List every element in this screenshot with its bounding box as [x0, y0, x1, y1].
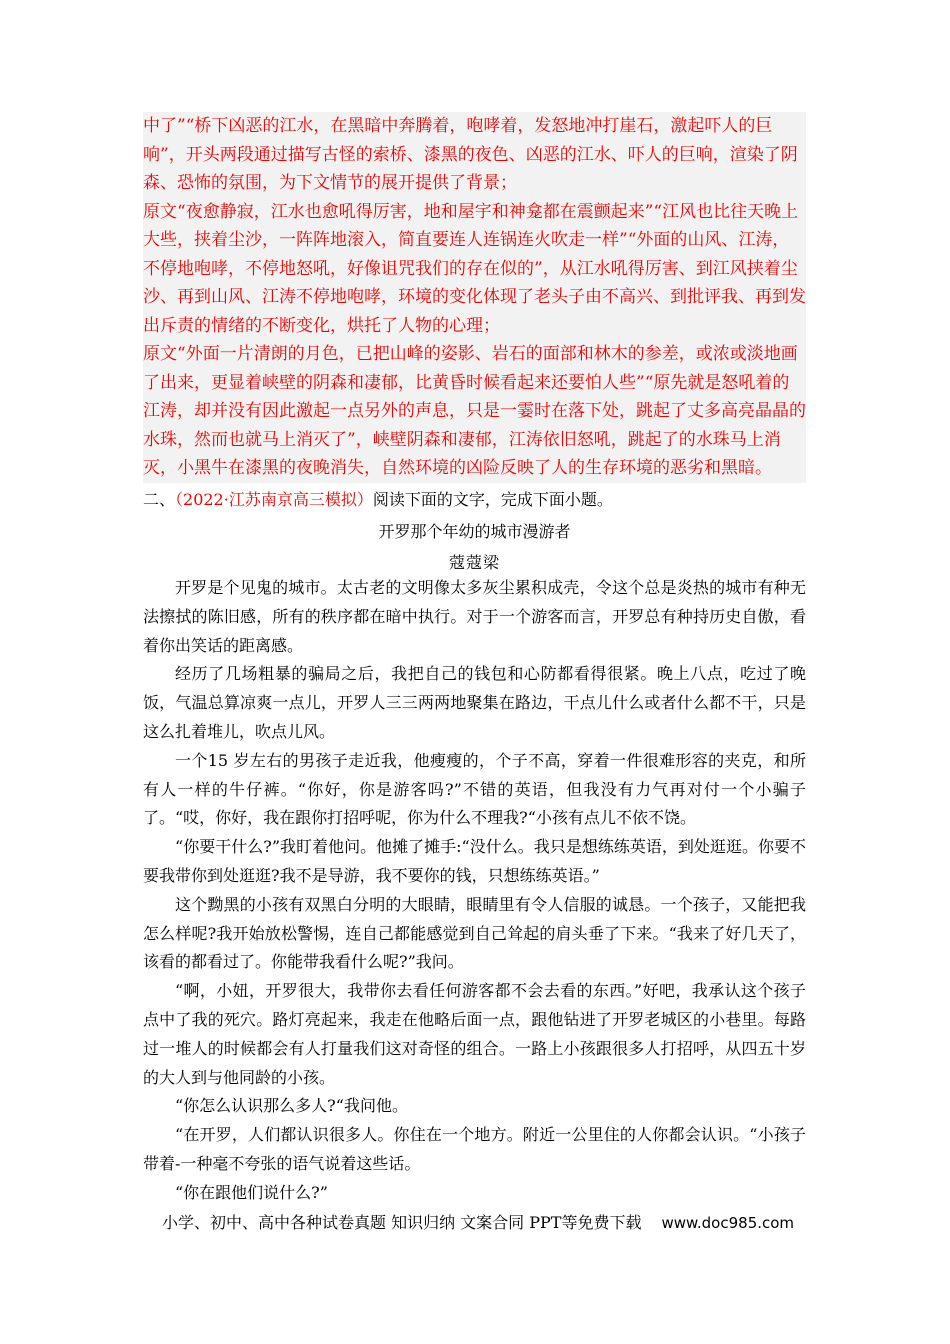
answer-analysis [143, 112, 806, 483]
article-paragraph: “你在跟他们说什么?” [175, 1182, 328, 1202]
article-paragraph: 经历了几场粗暴的骗局之后，我把自己的钱包和心防都看得很紧。晚上八点，吃过了晚饭，气温总算凉爽一点儿，开罗人三三两两地聚集在路边，干点儿什么或者什么都不干，只是这么扎着堆儿，吹点儿风。 [143, 664, 806, 741]
answer-paragraph: 原文“夜愈静寂，江水也愈吼得厉害，地和屋宇和神龛都在震颤起来”“江风也比往天晚上大些，挟着尘沙，一阵阵地滚入，简直要连人连锅连火吹走一样”“外面的山风、江涛，不停地咆哮，不停地怒吼，好像诅咒我们的存在似的”，从江水吼得厉害、到江风挟着尘沙、再到山风、江涛不停地咆哮，环境的变化体现了老头子由不高兴、到批评我、再到发出斥责的情绪的不断变化，烘托了人物的心理； [143, 201, 806, 336]
article-paragraph: 开罗是个见鬼的城市。太古老的文明像太多灰尘累积成壳，令这个总是炎热的城市有种无法擦拭的陈旧感，所有的秩序都在暗中执行。对于一个游客而言，开罗总有种持历史自傲，看着你出笑话的距离感。 [143, 578, 806, 655]
article-author: 蔻蔻梁 [448, 553, 500, 572]
footer-url[interactable]: www.doc985.com [661, 1214, 795, 1232]
answer-paragraph: 中了”“桥下凶恶的江水，在黑暗中奔腾着，咆哮着，发怒地冲打崖石，激起吓人的巨响”，开头两段通过描写古怪的索桥、漆黑的夜色、凶恶的江水、吓人的巨响，渲染了阴森、恐怖的氛围，为下文情节的展开提供了背景； [143, 116, 798, 193]
article-paragraph: “啊，小妞，开罗很大，我带你去看任何游客都不会去看的东西。”好吧，我承认这个孩子点中了我的死穴。路灯亮起来，我走在他略后面一点，跟他钻进了开罗老城区的小巷里。每路过一堆人的时候都会有人打量我们这对奇怪的组合。一路上小孩跟很多人打招呼，从四五十岁的大人到与他同龄的小孩。 [143, 981, 806, 1087]
page-footer [162, 1211, 794, 1235]
article-paragraph: “你要干什么?”我盯着他问。他摊了摊手:“没什么。我只是想练练英语，到处逛逛。你要不要我带你到处逛逛?我不是导游，我不要你的钱，只想练练英语。” [143, 837, 806, 885]
article-paragraph: “你怎么认识那么多人?“我问他。 [175, 1096, 408, 1116]
question-number: 二、 [143, 490, 176, 509]
article-paragraph: 这个黝黑的小孩有双黑白分明的大眼睛，眼睛里有令人信服的诚恳。一个孩子，又能把我怎么样呢?我开始放松警惕，连自己都能感觉到自己耸起的肩头垂了下来。“我来了好几天了，该看的都看过了。你能带我看什么呢?”我问。 [143, 894, 806, 972]
footer-text: 小学、初中、高中各种试卷真题 知识归纳 文案合同 PPT等免费下载 [162, 1213, 642, 1232]
article-paragraph: “在开罗，人们都认识很多人。你住在一个地方。附近一公里住的人你都会认识。“小孩子带着-一种毫不夸张的语气说着这些话。 [143, 1125, 806, 1173]
article-title: 开罗那个年幼的城市漫游者 [378, 522, 571, 541]
question-source: （2022·江苏南京高三模拟） [175, 490, 373, 509]
article-body [143, 574, 806, 1208]
question-prompt: 阅读下面的文字，完成下面小题。 [372, 490, 613, 509]
article-paragraph: 一个15 岁左右的男孩子走近我，他瘦瘦的，个子不高，穿着一件很难形容的夹克，和所有人一样的牛仔裤。“你好，你是游客吗?”不错的英语，但我没有力气再对付一个小骗子了。“哎，你好，我在跟你打招呼呢，你为什么不理我?“小孩有点儿不依不饶。 [143, 750, 806, 828]
answer-paragraph: 原文“外面一片清朗的月色，已把山峰的姿影、岩石的面部和林木的参差，或浓或淡地画了出来，更显着峡壁的阴森和凄郁，比黄昏时候看起来还要怕人些”“原先就是怒吼着的江涛，却并没有因此激起一点另外的声息，只是一霎时在落下处，跳起了丈多高亮晶晶的水珠，然而也就马上消灭了”，峡壁阴森和凄郁，江涛依旧怒吼，跳起了的水珠马上消灭，小黑牛在漆黑的夜晚消失，自然环境的凶险反映了人的生存环境的恶劣和黑暗。 [143, 344, 806, 478]
question-header [143, 486, 613, 514]
